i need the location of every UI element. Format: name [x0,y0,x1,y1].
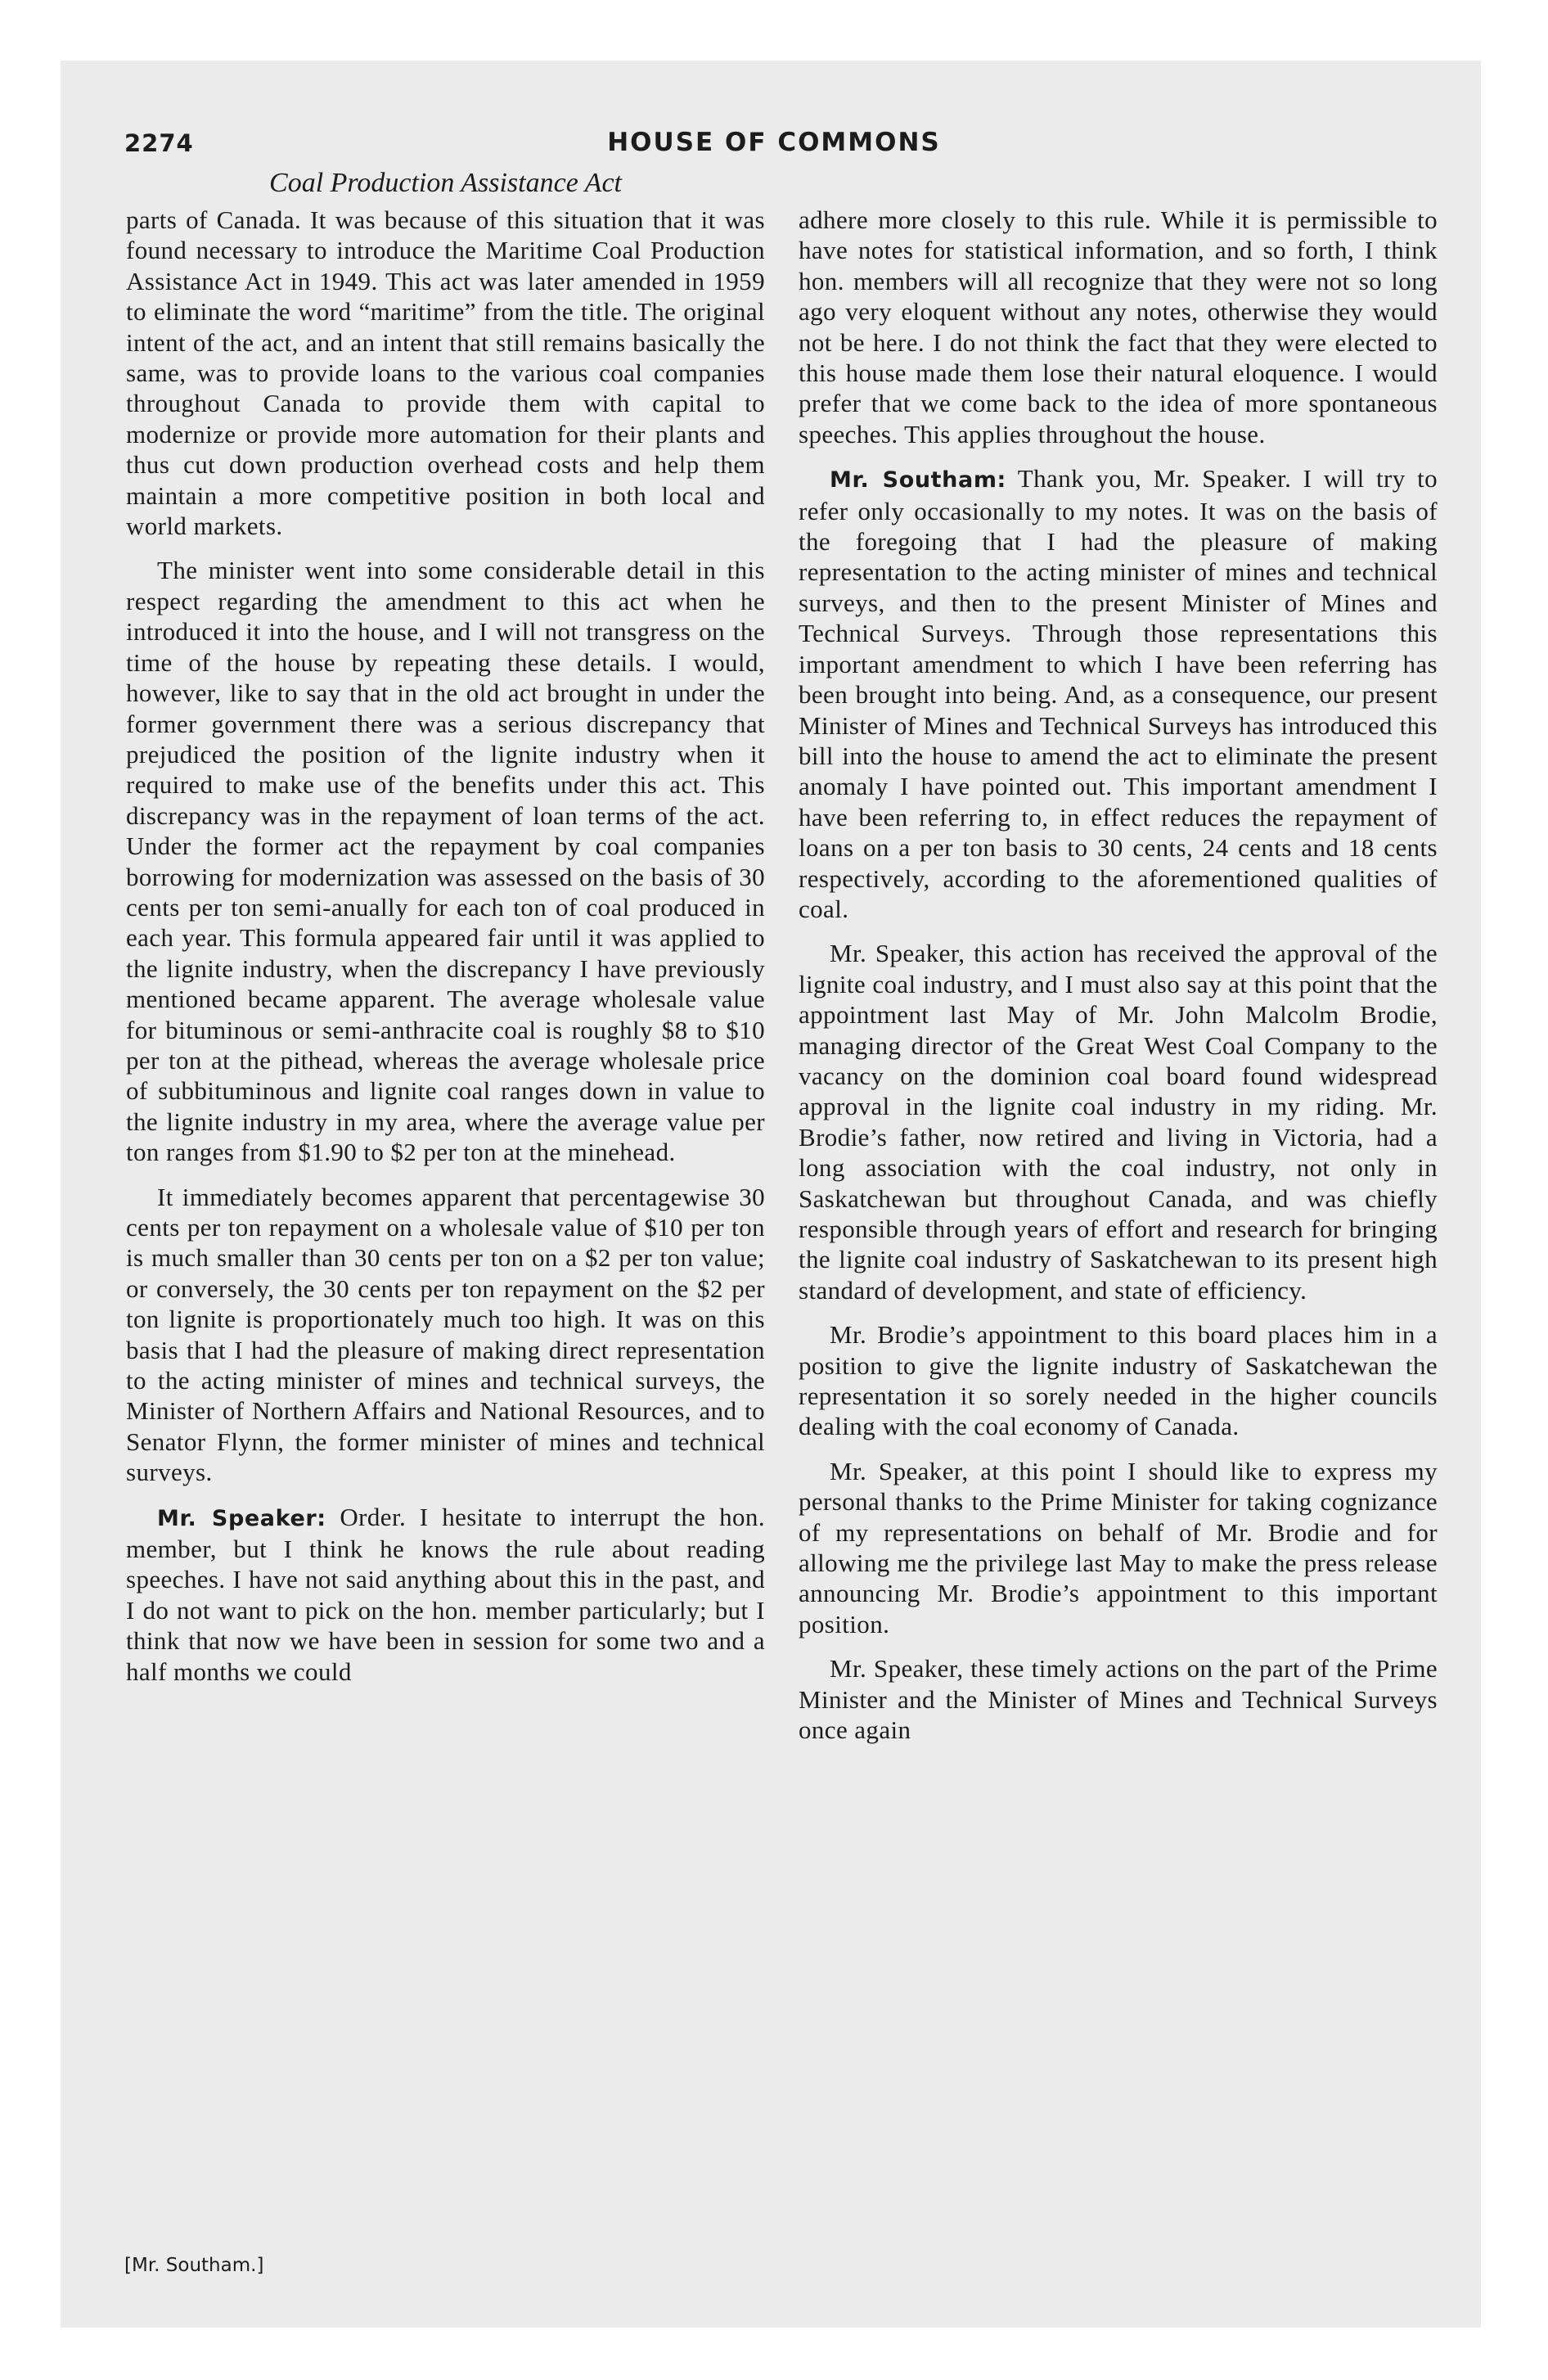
speech-text: Thank you, Mr. Speaker. I will try to refer only occasionally to my notes. It was on the basis of the foregoing that I had the pleasure of making representation to the acting minister of mines and technical surveys, and then to the present Minister of Mines and Technical Surveys. Through those representations this important amendment to which I have been referring has been brought into being. And, as a consequence, our present Minister of Mines and Technical Surveys has introduced this bill into the house to amend the act to eliminate the present anomaly I have pointed out. This important amendment I have been referring to, in effect reduces the repayment of loans on a per ton basis to 30 cents, 24 cents and 18 cents respectively, according to the aforementioned qualities of coal. [799,464,1438,923]
left-paragraph-1: parts of Canada. It was because of this situation that it was found necessary to introduce the Maritime Coal Production Assistance Act in 1949. This act was later amended in 1959 to eliminate the word “maritime” from the title. The original intent of the act, and an intent that still remains basically the same, was to provide loans to the various coal companies throughout Canada to provide them with capital to modernize or provide more automation for their plants and thus cut down production overhead costs and help them maintain a more competitive position in both local and world markets. [126,205,765,541]
right-paragraph-2 [799,463,1438,924]
running-head: HOUSE OF COMMONS [607,128,941,157]
speaker-label: Mr. Southam: [830,467,1006,494]
speech-text: Order. I hesitate to interrupt the hon. member, but I think he knows the rule about reading speeches. I have not said anything about this in the past, and I do not want to pick on the hon. member particularly; but I think that now we have been in session for some two and a half months we could [126,1502,765,1686]
right-column [799,205,1438,1760]
right-paragraph-1: adhere more closely to this rule. While it is permissible to have notes for statistical information, and so forth, I think hon. members will all recognize that they were not so long ago very eloquent without any notes, otherwise they would not be here. I do not think the fact that they were elected to this house made them lose their natural eloquence. I would prefer that we come back to the idea of more spontaneous speeches. This applies throughout the house. [799,205,1438,449]
right-paragraph-4: Mr. Brodie’s appointment to this board places him in a position to give the lignite industry of Saskatchewan the representation it so sorely needed in the higher councils dealing with the coal economy of Canada. [799,1320,1438,1441]
section-title: Coal Production Assistance Act [269,168,622,198]
speaker-footnote: [Mr. Southam.] [124,2255,264,2276]
left-paragraph-4 [126,1502,765,1687]
left-paragraph-3: It immediately becomes apparent that percentagewise 30 cents per ton repayment on a wholesale value of $10 per ton is much smaller than 30 cents per ton on a $2 per ton value; or conversely, the 30 cents per ton repayment on the $2 per ton lignite is proportionately much too high. It was on this basis that I had the pleasure of making direct representation to the acting minister of mines and technical surveys, the Minister of Northern Affairs and National Resources, and to Senator Flynn, the former minister of mines and technical surveys. [126,1182,765,1487]
right-paragraph-5: Mr. Speaker, at this point I should like to express my personal thanks to the Prime Minister for taking cognizance of my representations on behalf of Mr. Brodie and for allowing me the privilege last May to make the press release announcing Mr. Brodie’s appointment to this important position. [799,1456,1438,1639]
right-paragraph-6: Mr. Speaker, these timely actions on the part of the Prime Minister and the Minister of Mines and Technical Surveys once again [799,1654,1438,1745]
page-number: 2274 [124,129,194,157]
right-paragraph-3: Mr. Speaker, this action has received the approval of the lignite coal industry, and I must also say at this point that the appointment last May of Mr. John Malcolm Brodie, managing director of the Great West Coal Company to the vacancy on the dominion coal board found widespread approval in the lignite coal industry in my riding. Mr. Brodie’s father, now retired and living in Victoria, had a long association with the coal industry, not only in Saskatchewan but throughout Canada, and was chiefly responsible through years of effort and research for bringing the lignite coal industry of Saskatchewan to its present high standard of development, and state of efficiency. [799,939,1438,1305]
left-paragraph-2: The minister went into some considerable detail in this respect regarding the amendment to this act when he introduced it into the house, and I will not transgress on the time of the house by repeating these details. I would, however, like to say that in the old act brought in under the former government there was a serious discrepancy that prejudiced the position of the lignite industry when it required to make use of the benefits under this act. This discrepancy was in the repayment of loan terms of the act. Under the former act the repayment by coal companies borrowing for modernization was assessed on the basis of 30 cents per ton semi-anually for each ton of coal produced in each year. This formula appeared fair until it was applied to the lignite industry, when the discrepancy I have previously mentioned became apparent. The average wholesale value for bituminous or semi-anthracite coal is roughly $8 to $10 per ton at the pithead, whereas the average wholesale price of subbituminous and lignite coal ranges down in value to the lignite industry in my area, where the average value per ton ranges from $1.90 to $2 per ton at the minehead. [126,556,765,1167]
speaker-label: Mr. Speaker: [157,1505,326,1531]
left-column [126,205,765,1701]
